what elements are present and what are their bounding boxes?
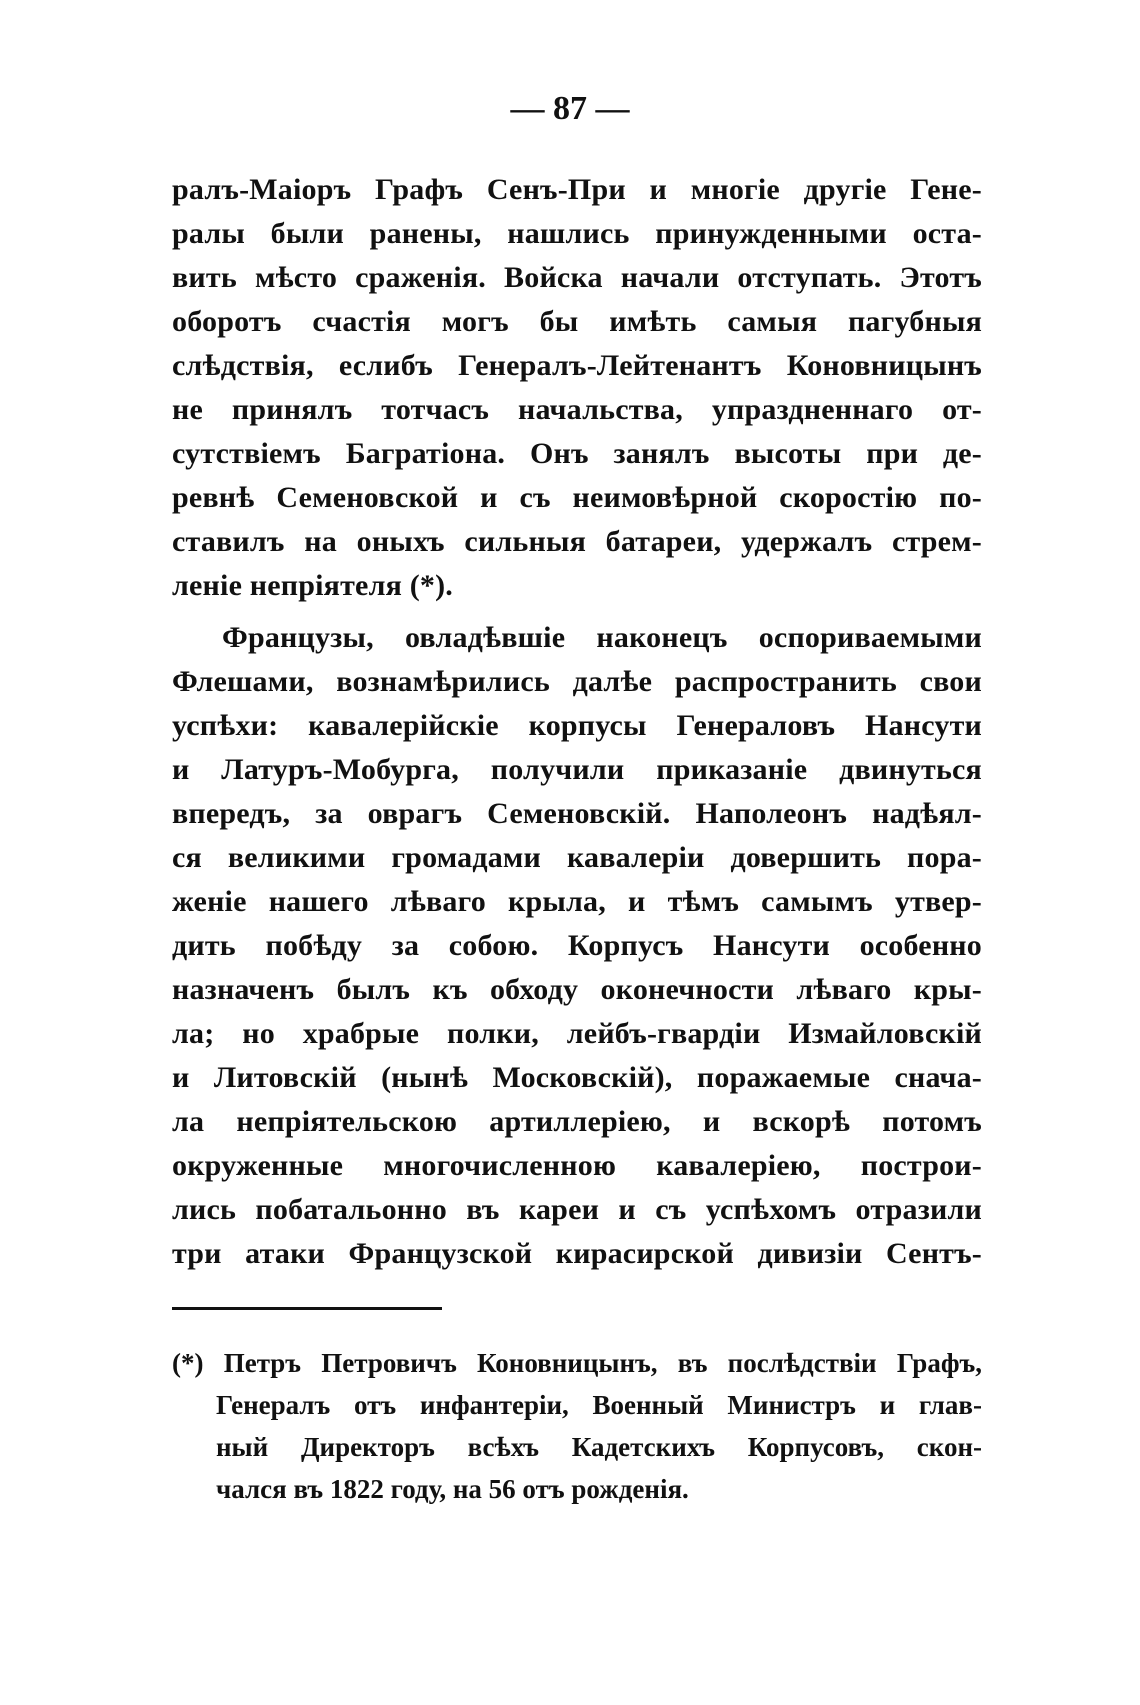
text-line: ставилъ на оныхъ сильныя батареи, удержалъ стрем-	[172, 525, 982, 558]
text-line: вить мѣсто сраженія. Войска начали отступать. Этотъ	[172, 261, 982, 294]
text-line: не принялъ тотчасъ начальства, упраздненнаго от-	[172, 393, 982, 426]
text-line: ла непріятельскою артиллеріею, и вскорѣ потомъ	[172, 1105, 982, 1138]
text-line: успѣхи: кавалерійскіе корпусы Генераловъ Нансути	[172, 709, 982, 742]
text-line: ралы были ранены, нашлись принужденными оста-	[172, 217, 982, 250]
text-line: лись побатальонно въ кареи и съ успѣхомъ отразили	[172, 1193, 982, 1226]
footnote-line: ный Директоръ всѣхъ Кадетскихъ Корпусовъ, скон-	[216, 1432, 982, 1462]
footnote-line: чался въ 1822 году, на 56 отъ рожденія.	[216, 1474, 689, 1504]
text-line: оборотъ счастія могъ бы имѣть самыя пагубныя	[172, 305, 982, 338]
text-line: Флешами, вознамѣрились далѣе распространить свои	[172, 665, 982, 698]
text-line: ся великими громадами кавалеріи довершить пора-	[172, 841, 982, 874]
footnote	[172, 1342, 982, 1510]
main-text	[172, 168, 982, 1276]
text-line: и Литовскій (нынѣ Московскій), поражаемые снача-	[172, 1061, 982, 1094]
text-line: окруженные многочисленною кавалеріею, построи-	[172, 1149, 982, 1182]
text-line: назначенъ былъ къ обходу оконечности лѣваго кры-	[172, 973, 982, 1006]
paragraph-start-line: Французы, овладѣвшіе наконецъ оспориваемыми	[222, 621, 982, 654]
text-line: дить побѣду за собою. Корпусъ Нансути особенно	[172, 929, 982, 962]
text-line: ла; но храбрые полки, лейбъ-гвардіи Измайловскій	[172, 1017, 982, 1050]
text-line: ралъ-Маіоръ Графъ Сенъ-При и многіе другіе Гене-	[172, 173, 982, 206]
page-number: — 87 —	[510, 90, 630, 127]
text-line: ревнѣ Семеновской и съ неимовѣрной скоростію по-	[172, 481, 982, 514]
text-line: женіе нашего лѣваго крыла, и тѣмъ самымъ утвер-	[172, 885, 982, 918]
text-line: три атаки Французской кирасирской дивизіи Сентъ-	[172, 1237, 982, 1270]
paragraph-end-line: леніе непріятеля (*).	[172, 569, 454, 602]
footnote-divider	[172, 1307, 442, 1310]
text-line: и Латуръ-Мобурга, получили приказаніе двинуться	[172, 753, 982, 786]
text-line: слѣдствія, еслибъ Генералъ-Лейтенантъ Коновницынъ	[172, 349, 982, 382]
footnote-line: Генералъ отъ инфантеріи, Военный Министръ и глав-	[216, 1390, 982, 1420]
text-line: сутствіемъ Багратіона. Онъ занялъ высоты при де-	[172, 437, 982, 470]
footnote-line: (*) Петръ Петровичъ Коновницынъ, въ послѣдствіи Графъ,	[172, 1348, 982, 1378]
text-line: впередъ, за оврагъ Семеновскій. Наполеонъ надѣял-	[172, 797, 982, 830]
